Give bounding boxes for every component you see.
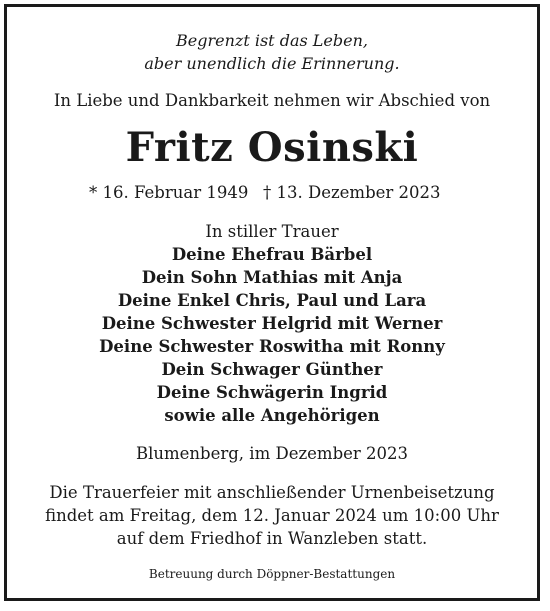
- mourner-line: Deine Enkel Chris, Paul und Lara: [117, 291, 427, 310]
- intro-text: In Liebe und Dankbarkeit nehmen wir Abschied von: [53, 91, 491, 110]
- funeral-line: auf dem Friedhof in Wanzleben statt.: [116, 529, 428, 548]
- place-and-date: Blumenberg, im Dezember 2023: [135, 444, 409, 463]
- undertaker-credit: Betreuung durch Döppner-Bestattungen: [148, 567, 396, 581]
- mourner-line: sowie alle Angehörigen: [164, 406, 380, 425]
- quote-line-1: Begrenzt ist das Leben,: [176, 31, 368, 50]
- funeral-line: Die Trauerfeier mit anschließender Urnenbeisetzung: [49, 483, 495, 502]
- mourner-line: Deine Schwester Helgrid mit Werner: [101, 314, 443, 333]
- quote-line-2: aber unendlich die Erinnerung.: [144, 54, 400, 73]
- mourners-title: In stiller Trauer: [205, 222, 339, 241]
- obituary-notice: [4, 4, 540, 601]
- mourner-line: Deine Schwester Roswitha mit Ronny: [99, 337, 445, 356]
- deceased-name: Fritz Osinski: [125, 124, 419, 171]
- death-date: † 13. Dezember 2023: [263, 183, 441, 202]
- birth-date: * 16. Februar 1949: [89, 183, 249, 202]
- mourner-line: Deine Schwägerin Ingrid: [156, 383, 388, 402]
- life-dates: [7, 183, 537, 205]
- mourner-line: Deine Ehefrau Bärbel: [171, 245, 373, 264]
- funeral-line: findet am Freitag, dem 12. Januar 2024 um 10:00 Uhr: [45, 506, 499, 525]
- mourner-line: Dein Sohn Mathias mit Anja: [141, 268, 403, 287]
- mourner-line: Dein Schwager Günther: [161, 360, 383, 379]
